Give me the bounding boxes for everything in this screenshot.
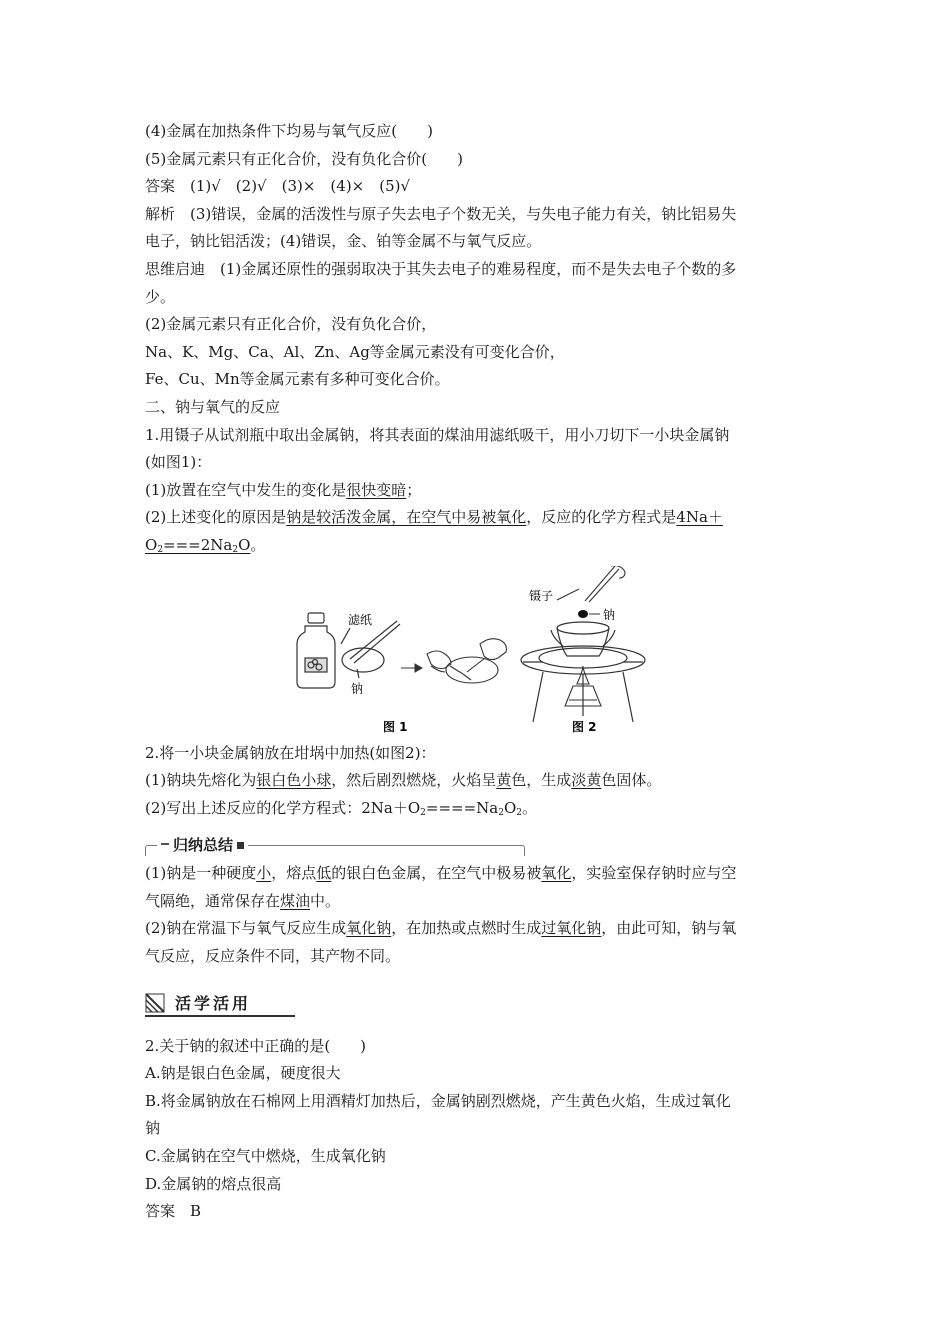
summary-line: 气隔绝，通常保存在煤油中。 bbox=[145, 891, 341, 910]
option-c: C.金属钠在空气中燃烧，生成氧化钠 bbox=[145, 1147, 386, 1166]
text-line: Na、K、Mg、Ca、Al、Zn、Ag等金属元素没有可变化合价， bbox=[145, 342, 565, 361]
figures bbox=[145, 566, 810, 736]
summary-line: (2)钠在常温下与氧气反应生成氧化钠，在加热或点燃时生成过氧化钠，由此可知，钠与氧 bbox=[145, 919, 737, 938]
q2-part2: (2)写出上述反应的化学方程式：$2Na+O_2====Na_2O_2$。 bbox=[145, 798, 538, 818]
answer-blank: 银白色小球 bbox=[256, 771, 332, 790]
q2-intro: 2.将一小块金属钠放在坩埚中加热(如图2)： bbox=[145, 743, 436, 762]
equation-blank: $O_2===2Na_2O$ bbox=[145, 535, 251, 555]
answer-blank: 很快变暗 bbox=[346, 480, 407, 499]
label-sodium: 钠 bbox=[603, 607, 616, 622]
label-tweezers: 镊子 bbox=[529, 588, 554, 603]
analysis-line: 解析 (3)错误，金属的活泼性与原子失去电子个数无关，与失电子能力有关，钠比铝易失 bbox=[145, 204, 737, 223]
answer-blank: 钠是较活泼金属，在空气中易被氧化 bbox=[286, 508, 527, 527]
filter-paper-icon bbox=[341, 621, 400, 678]
text-line: Fe、Cu、Mn等金属元素有多种可变化合价。 bbox=[145, 370, 450, 389]
answer-line: 答案 B bbox=[145, 1202, 202, 1221]
answer-blank: 淡黄 bbox=[571, 771, 602, 790]
arrow-right-icon bbox=[401, 664, 422, 672]
figure-2-caption: 图 2 bbox=[572, 719, 597, 734]
answer-blank: 黄 bbox=[496, 771, 512, 790]
figure-illustration bbox=[145, 566, 810, 736]
diagonal-stripes-icon bbox=[145, 993, 165, 1013]
text-line: (5)金属元素只有正化合价，没有负化合价( ) bbox=[145, 149, 463, 168]
text-line: 1.用镊子从试剂瓶中取出金属钠，将其表面的煤油用滤纸吸干，用小刀切下一小块金属钠 bbox=[145, 425, 730, 444]
q1-part1: (1)放置在空气中发生的变化是很快变暗； bbox=[145, 480, 422, 499]
square-bullet-icon bbox=[237, 842, 244, 849]
figure-1-caption: 图 1 bbox=[383, 719, 408, 734]
q2-part1: (1)钠块先熔化为银白色小球，然后剧烈燃烧，火焰呈黄色，生成淡黄色固体。 bbox=[145, 771, 662, 790]
text-line: (2)金属元素只有正化合价，没有负化合价， bbox=[145, 315, 437, 334]
text-line: (4)金属在加热条件下均易与氧气反应( ) bbox=[145, 122, 433, 140]
answer-line: 答案 (1)√ (2)√ (3)× (4)× (5)√ bbox=[145, 177, 411, 196]
label-filter-paper: 滤纸 bbox=[348, 612, 373, 627]
reagent-bottle-icon bbox=[297, 613, 335, 688]
sodium-piece-icon bbox=[578, 610, 588, 618]
equation-blank: 4Na＋ bbox=[676, 508, 723, 527]
hands-cutting-icon bbox=[427, 638, 506, 682]
dash-icon bbox=[161, 843, 169, 849]
practice-title: 活学活用 bbox=[175, 993, 252, 1013]
text-line: (如图1)： bbox=[145, 453, 212, 472]
option-b-cont: 钠 bbox=[145, 1119, 161, 1138]
analysis-line: 电子，钠比铝活泼；(4)错误，金、铂等金属不与氧气反应。 bbox=[145, 232, 542, 251]
practice-underline bbox=[145, 1015, 295, 1017]
alcohol-lamp-icon bbox=[565, 666, 601, 706]
option-b: B.将金属钠放在石棉网上用酒精灯加热后，金属钠剧烈燃烧，产生黄色火焰，生成过氧化 bbox=[145, 1091, 731, 1110]
question-stem: 2.关于钠的叙述中正确的是( ) bbox=[145, 1036, 367, 1055]
document-page bbox=[145, 118, 810, 1226]
crucible-tripod-icon bbox=[521, 622, 645, 722]
option-a: A.钠是银白色金属，硬度很大 bbox=[145, 1064, 341, 1083]
insight-line: 少。 bbox=[145, 287, 176, 306]
summary-line: (1)钠是一种硬度小，熔点低的银白色金属，在空气中极易被氧化，实验室保存钠时应与空 bbox=[145, 864, 737, 883]
q1-equation: $O_2===2Na_2O$。 bbox=[145, 535, 266, 555]
summary-title: 归纳总结 bbox=[157, 834, 248, 855]
text-block-top bbox=[145, 118, 810, 477]
summary-header bbox=[145, 832, 810, 860]
practice-header bbox=[145, 989, 810, 1023]
option-d: D.金属钠的熔点很高 bbox=[145, 1174, 282, 1193]
practice-block bbox=[145, 1033, 810, 1226]
section-heading: 二、钠与氧气的反应 bbox=[145, 397, 281, 416]
tweezers-icon bbox=[557, 566, 625, 602]
insight-line: 思维启迪 (1)金属还原性的强弱取决于其失去电子的难易程度，而不是失去电子个数的多 bbox=[145, 259, 737, 278]
summary-line: 气反应，反应条件不同，其产物不同。 bbox=[145, 947, 401, 966]
label-sodium: 钠 bbox=[351, 681, 364, 696]
q1-part2: (2)上述变化的原因是钠是较活泼金属，在空气中易被氧化，反应的化学方程式是4Na＋ bbox=[145, 508, 723, 527]
